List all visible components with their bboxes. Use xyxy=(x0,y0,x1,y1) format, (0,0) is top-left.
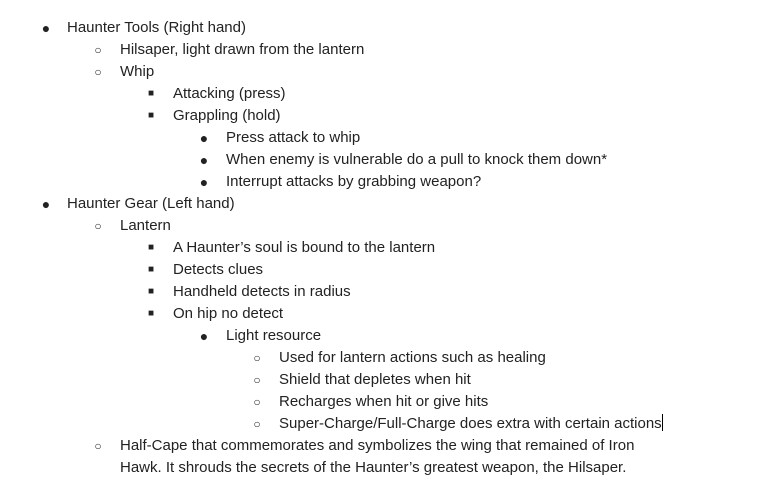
list-item xyxy=(0,17,761,39)
list-item xyxy=(0,369,761,391)
list-item xyxy=(0,325,761,347)
text-cursor xyxy=(662,414,663,431)
list-item-text: Super-Charge/Full-Charge does extra with certain actions xyxy=(279,415,662,432)
list-item xyxy=(0,347,761,369)
disc-bullet-icon: ● xyxy=(41,196,51,212)
circle-bullet-icon: ○ xyxy=(253,395,261,409)
circle-bullet-icon: ○ xyxy=(94,219,102,233)
square-bullet-icon: ■ xyxy=(147,242,155,253)
list-item-text: Half-Cape that commemorates and symbolizes the wing that remained of Iron Hawk. It shrouds the secrets of the Haunter’s greatest weapon, the Hilsaper. xyxy=(120,437,635,476)
list-item xyxy=(0,39,761,61)
list-item-text: Haunter Gear (Left hand) xyxy=(67,195,235,212)
list-item-text-with-cursor xyxy=(279,413,663,435)
list-item-text: Light resource xyxy=(226,327,322,344)
disc-bullet-icon: ● xyxy=(199,328,209,344)
list-item xyxy=(0,413,761,435)
list-item-text: Handheld detects in radius xyxy=(173,283,351,300)
list-item-text: When enemy is vulnerable do a pull to knock them down* xyxy=(226,151,608,168)
circle-bullet-icon: ○ xyxy=(253,417,261,431)
list-item xyxy=(0,259,761,281)
list-item-text: Lantern xyxy=(120,217,171,234)
list-item-text: Haunter Tools (Right hand) xyxy=(67,19,246,36)
list-item xyxy=(0,215,761,237)
disc-bullet-icon: ● xyxy=(41,20,51,36)
list-item-text: Attacking (press) xyxy=(173,85,286,102)
circle-bullet-icon: ○ xyxy=(94,43,102,57)
list-item xyxy=(0,303,761,325)
list-item-text: Shield that depletes when hit xyxy=(279,371,471,388)
list-item xyxy=(0,237,761,259)
square-bullet-icon: ■ xyxy=(147,88,155,99)
list-item-text: Recharges when hit or give hits xyxy=(279,393,489,410)
square-bullet-icon: ■ xyxy=(147,308,155,319)
square-bullet-icon: ■ xyxy=(147,110,155,121)
list-item xyxy=(0,435,761,479)
list-item xyxy=(0,391,761,413)
circle-bullet-icon: ○ xyxy=(253,373,261,387)
list-item xyxy=(0,171,761,193)
list-item xyxy=(0,127,761,149)
list-item xyxy=(0,281,761,303)
list-item-text: Whip xyxy=(120,63,155,80)
disc-bullet-icon: ● xyxy=(199,130,209,146)
list-item-text: A Haunter’s soul is bound to the lantern xyxy=(173,239,436,256)
list-item xyxy=(0,105,761,127)
list-item xyxy=(0,61,761,83)
list-item-text: Grappling (hold) xyxy=(173,107,281,124)
square-bullet-icon: ■ xyxy=(147,286,155,297)
disc-bullet-icon: ● xyxy=(199,174,209,190)
circle-bullet-icon: ○ xyxy=(253,351,261,365)
list-item-text: Hilsaper, light drawn from the lantern xyxy=(120,41,365,58)
list-item-text: Detects clues xyxy=(173,261,264,278)
circle-bullet-icon: ○ xyxy=(94,65,102,79)
list-item xyxy=(0,83,761,105)
list-item-text: Press attack to whip xyxy=(226,129,361,146)
square-bullet-icon: ■ xyxy=(147,264,155,275)
list-item-text: On hip no detect xyxy=(173,305,284,322)
list-item-text: Interrupt attacks by grabbing weapon? xyxy=(226,173,482,190)
list-item-text: Used for lantern actions such as healing xyxy=(279,349,546,366)
list-item xyxy=(0,193,761,215)
list-item xyxy=(0,149,761,171)
disc-bullet-icon: ● xyxy=(199,152,209,168)
circle-bullet-icon: ○ xyxy=(94,439,102,453)
